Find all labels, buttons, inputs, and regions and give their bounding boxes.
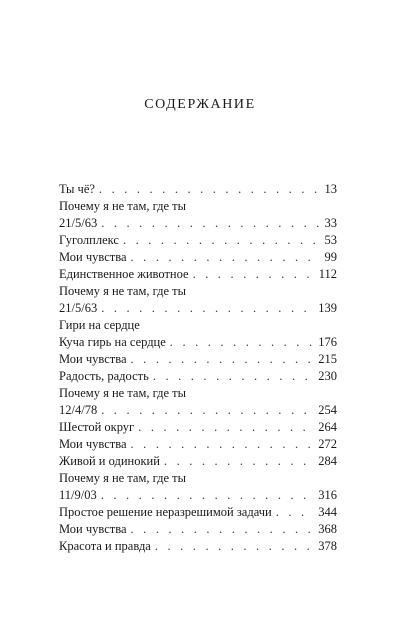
toc-entry-title: Шестой округ [59, 420, 135, 434]
toc-entry-row [59, 232, 337, 249]
dot-leader [131, 249, 321, 266]
dot-leader [131, 436, 315, 453]
toc-entry [59, 266, 337, 283]
toc-entry-title: Живой и одинокий [59, 454, 160, 468]
toc-entry-title: Почему я не там, где ты [59, 471, 187, 485]
toc-entry-page-number: 176 [318, 335, 337, 349]
toc-entry-page-number: 254 [318, 403, 337, 417]
toc-entry [59, 470, 337, 504]
toc-entry-title: Ты чё? [59, 182, 95, 196]
toc-entry [59, 385, 337, 419]
toc-entry-title: Гуголплекс [59, 233, 119, 247]
toc-entry [59, 436, 337, 453]
toc-entry-title: Простое решение неразрешимой задачи [59, 505, 272, 519]
toc-entry [59, 368, 337, 385]
toc-entry [59, 504, 337, 521]
toc-entry-row [59, 521, 337, 538]
toc-entry-row [59, 538, 337, 555]
toc-entry-page-number: 230 [318, 369, 337, 383]
table-of-contents [59, 181, 337, 555]
toc-entry [59, 317, 337, 351]
toc-entry-row [59, 487, 337, 504]
toc-entry [59, 419, 337, 436]
toc-entry-title: Мои чувства [59, 352, 127, 366]
toc-entry-row [59, 334, 337, 351]
toc-entry-page-number: 139 [318, 301, 337, 315]
toc-entry [59, 198, 337, 232]
dot-leader [138, 419, 314, 436]
toc-entry-row [59, 300, 337, 317]
dot-leader [123, 232, 321, 249]
toc-entry-row [59, 266, 337, 283]
toc-entry-title: Почему я не там, где ты [59, 284, 187, 298]
toc-entry [59, 538, 337, 555]
toc-entry-page-number: 344 [318, 505, 337, 519]
toc-entry-row [59, 215, 337, 232]
dot-leader [193, 266, 315, 283]
toc-entry-page-number: 13 [324, 182, 337, 196]
toc-entry [59, 351, 337, 368]
toc-entry-row [59, 249, 337, 266]
dot-leader [155, 538, 314, 555]
toc-entry-page-number: 53 [324, 233, 337, 247]
dot-leader [101, 487, 315, 504]
toc-entry-page-number: 316 [318, 488, 337, 502]
toc-entry-title: 11/9/03 [59, 488, 97, 502]
page-title: СОДЕРЖАНИЕ [144, 97, 256, 112]
toc-entry-title: Гири на сердце [59, 318, 140, 332]
toc-entry-title: 12/4/78 [59, 403, 98, 417]
toc-entry-title: Почему я не там, где ты [59, 199, 187, 213]
toc-entry-title: 21/5/63 [59, 216, 98, 230]
toc-entry-row [59, 504, 337, 521]
dot-leader [170, 334, 314, 351]
toc-entry [59, 181, 337, 198]
toc-entry-row [59, 453, 337, 470]
toc-entry-title: Мои чувства [59, 522, 127, 536]
toc-entry-row [59, 351, 337, 368]
toc-entry-title: Красота и правда [59, 539, 151, 553]
toc-entry-row [59, 402, 337, 419]
toc-entry-title: Куча гирь на сердце [59, 335, 166, 349]
toc-entry-row [59, 419, 337, 436]
toc-entry [59, 453, 337, 470]
toc-entry [59, 521, 337, 538]
toc-entry-page-number: 272 [318, 437, 337, 451]
toc-entry-page-number: 378 [318, 539, 337, 553]
toc-entry-row [59, 368, 337, 385]
toc-entry-title: 21/5/63 [59, 301, 98, 315]
toc-entry-page-number: 368 [318, 522, 337, 536]
toc-entry-row [59, 436, 337, 453]
toc-entry-page-number: 112 [318, 267, 337, 281]
dot-leader [153, 368, 314, 385]
toc-entry-page-number: 99 [324, 250, 337, 264]
toc-entry-title: Мои чувства [59, 437, 127, 451]
dot-leader [131, 351, 315, 368]
dot-leader [99, 181, 321, 198]
toc-entry-page-number: 264 [318, 420, 337, 434]
dot-leader [101, 402, 314, 419]
toc-entry-title: Почему я не там, где ты [59, 386, 187, 400]
toc-entry-title: Единственное животное [59, 267, 189, 281]
toc-entry [59, 232, 337, 249]
dot-leader [131, 521, 315, 538]
toc-entry-page-number: 33 [324, 216, 337, 230]
toc-entry-title: Радость, радость [59, 369, 149, 383]
toc-entry-title: Мои чувства [59, 250, 127, 264]
toc-entry-row [59, 181, 337, 198]
toc-entry [59, 249, 337, 266]
toc-entry-page-number: 284 [318, 454, 337, 468]
dot-leader [101, 300, 314, 317]
dot-leader [164, 453, 314, 470]
dot-leader [101, 215, 320, 232]
dot-leader [276, 504, 315, 521]
toc-entry-page-number: 215 [318, 352, 337, 366]
toc-entry [59, 283, 337, 317]
